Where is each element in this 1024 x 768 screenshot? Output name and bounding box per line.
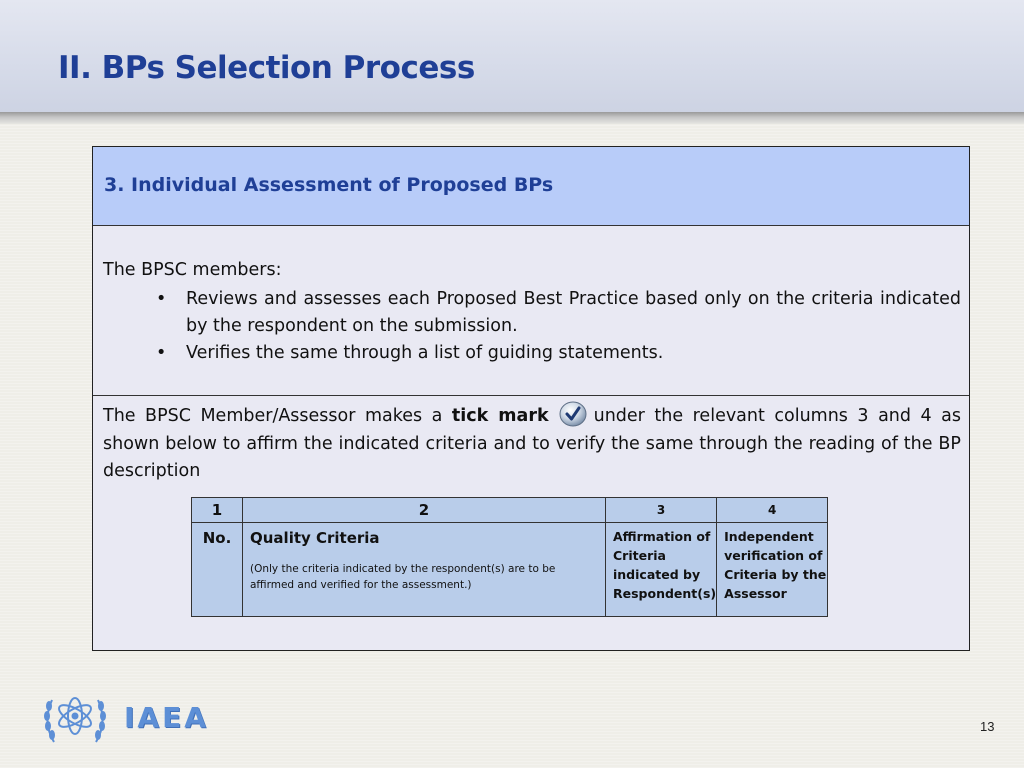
col-number-2: 2 — [243, 498, 606, 523]
col-number-1: 1 — [192, 498, 243, 523]
content-box — [92, 146, 970, 651]
slide-title: II. BPs Selection Process — [58, 50, 475, 86]
col-number-3: 3 — [606, 498, 717, 523]
verification-header: Independent verification of Criteria by the Assessor — [724, 529, 827, 601]
iaea-emblem-icon — [40, 686, 110, 752]
paragraph-lead: The BPSC Member/Assessor makes a — [103, 406, 452, 426]
iaea-logo-text: IAEA — [124, 701, 209, 734]
bullet-item — [151, 340, 961, 367]
criteria-note: (Only the criteria indicated by the respondent(s) are to be affirmed and verified for the assessment.) — [250, 563, 556, 591]
criteria-title: Quality Criteria — [250, 529, 380, 547]
intro-text: The BPSC members: — [103, 260, 282, 280]
no-header: No. — [192, 523, 243, 617]
table-number-row — [192, 498, 828, 523]
paragraph-rest: under the relevant columns 3 and 4 as shown below to affirm the indicated criteria and to verify the same through the reading of the BP description — [103, 406, 962, 481]
bullet-item — [151, 286, 961, 340]
col-number-4: 4 — [717, 498, 828, 523]
table-header-row — [192, 523, 828, 617]
criteria-table — [191, 497, 828, 617]
bullet-list — [151, 286, 961, 367]
check-mark-icon — [559, 401, 587, 427]
affirmation-header: Affirmation of Criteria indicated by Respondent(s) — [613, 529, 717, 601]
box-heading-row — [93, 147, 969, 226]
header-divider — [0, 112, 1024, 124]
box-heading: 3. Individual Assessment of Proposed BPs — [104, 174, 554, 196]
page-number: 13 — [980, 719, 995, 734]
bullet-text: Verifies the same through a list of guiding statements. — [186, 343, 664, 363]
verification-cell — [717, 523, 828, 617]
instruction-paragraph — [103, 403, 961, 486]
bullet-dot: • — [156, 343, 167, 363]
criteria-cell — [243, 523, 606, 617]
bullet-text: Reviews and assesses each Proposed Best Practice based only on the criteria indicated by the respondent on the submission. — [186, 289, 961, 336]
paragraph-bold: tick mark — [451, 406, 549, 426]
affirmation-cell — [606, 523, 717, 617]
bullet-dot: • — [156, 289, 167, 309]
